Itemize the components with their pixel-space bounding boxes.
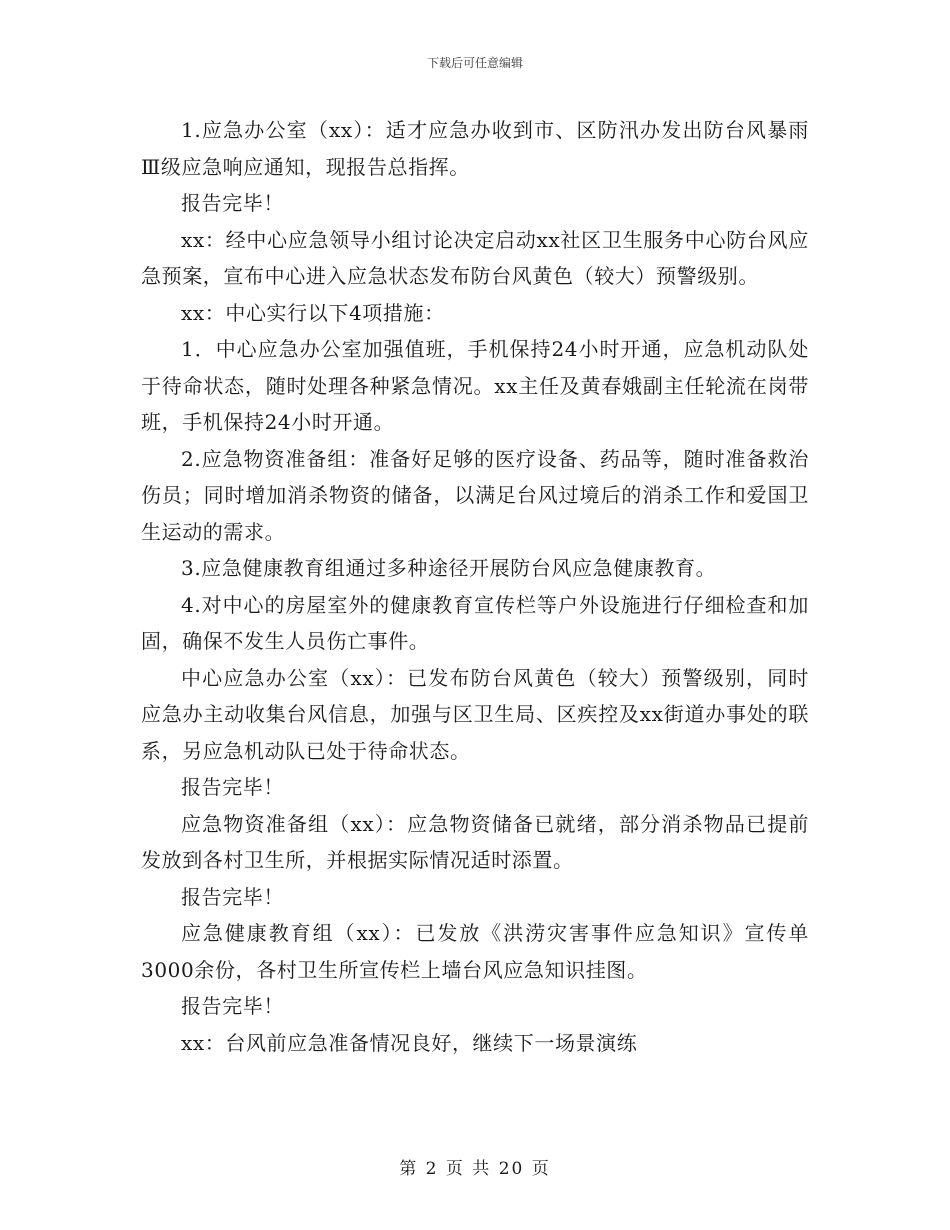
document-body (141, 112, 809, 1061)
paragraph: 4.对中心的房屋室外的健康教育宣传栏等户外设施进行仔细检查和加固，确保不发生人员伤亡事件。 (141, 592, 809, 653)
header-note: 下载后可任意编辑 (426, 56, 523, 70)
paragraph: 报告完毕！ (181, 775, 284, 799)
paragraph: 1．中心应急办公室加强值班，手机保持24小时开通，应急机动队处于待命状态，随时处理各种紧急情况。xx主任及黄春娥副主任轮流在岗带班，手机保持24小时开通。 (141, 337, 809, 434)
paragraph: 应急物资准备组（xx）：应急物资储备已就绪，部分消杀物品已提前发放到各村卫生所，并根据实际情况适时添置。 (141, 811, 809, 872)
paragraph: xx：台风前应急准备情况良好，继续下一场景演练 (181, 1030, 638, 1055)
paragraph: xx：经中心应急领导小组讨论决定启动xx社区卫生服务中心防台风应急预案，宣布中心进入应急状态发布防台风黄色（较大）预警级别。 (141, 227, 809, 288)
paragraph: 2.应急物资准备组：准备好足够的医疗设备、药品等，随时准备救治伤员；同时增加消杀物资的储备，以满足台风过境后的消杀工作和爱国卫生运动的需求。 (141, 446, 809, 544)
paragraph: 中心应急办公室（xx）：已发布防台风黄色（较大）预警级别，同时应急办主动收集台风信息，加强与区卫生局、区疾控及xx街道办事处的联系，另应急机动队已处于待命状态。 (141, 665, 809, 763)
page-number: 第 2 页 共 20 页 (399, 1159, 551, 1179)
paragraph: 报告完毕！ (181, 884, 284, 909)
paragraph: 3.应急健康教育组通过多种途径开展防台风应急健康教育。 (181, 556, 717, 580)
paragraph: 报告完毕！ (181, 191, 284, 215)
paragraph: 1.应急办公室（xx）：适才应急办收到市、区防汛办发出防台风暴雨Ⅲ级应急响应通知，现报告总指挥。 (141, 118, 809, 179)
paragraph: xx：中心实行以下4项措施： (181, 300, 445, 325)
paragraph: 报告完毕！ (181, 994, 284, 1018)
paragraph: 应急健康教育组（xx）：已发放《洪涝灾害事件应急知识》宣传单3000余份，各村卫生所宣传栏上墙台风应急知识挂图。 (141, 921, 809, 982)
